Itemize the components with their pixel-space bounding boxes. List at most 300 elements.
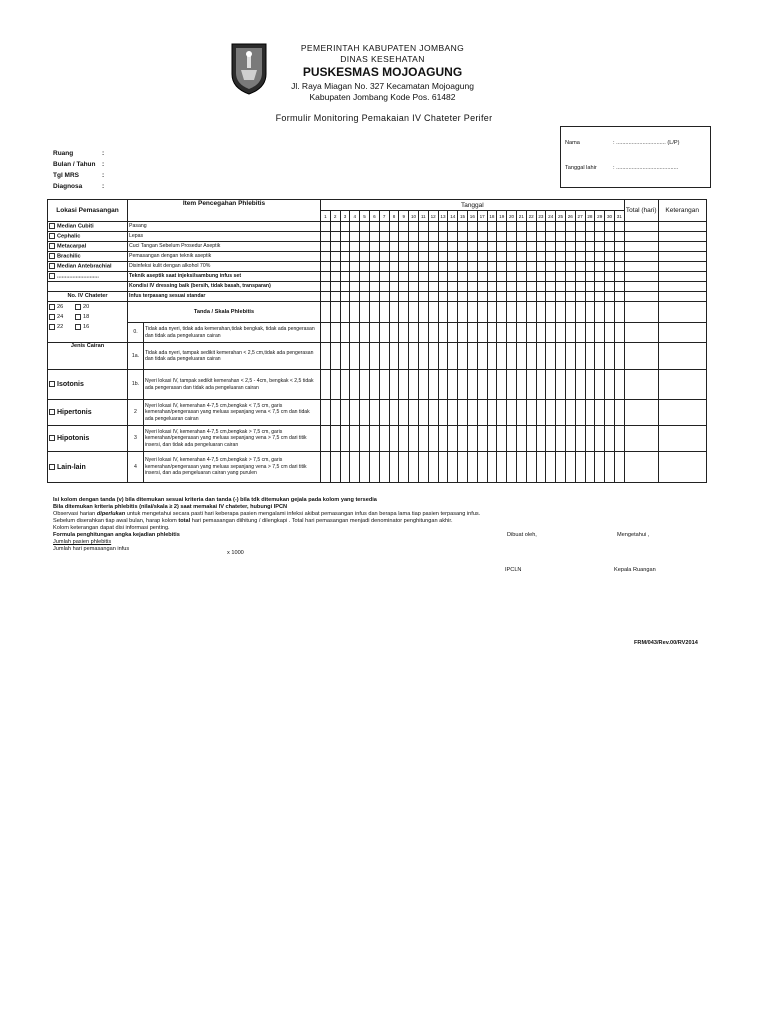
tanda-day-4-cell[interactable] xyxy=(350,302,360,323)
item-3-day-16-cell[interactable] xyxy=(467,242,477,252)
scale-5-day-3-cell[interactable] xyxy=(340,426,350,452)
scale-2-day-27-cell[interactable] xyxy=(575,343,585,370)
scale-2-day-12-cell[interactable] xyxy=(428,343,438,370)
item-7-day-20-cell[interactable] xyxy=(507,282,517,292)
item-1-day-3-cell[interactable] xyxy=(340,222,350,232)
scale-1-day-8-cell[interactable] xyxy=(389,323,399,343)
item-4-day-12-cell[interactable] xyxy=(428,252,438,262)
fluid-4[interactable] xyxy=(48,452,128,483)
item-3-day-4-cell[interactable] xyxy=(350,242,360,252)
tanda-day-22-cell[interactable] xyxy=(526,302,536,323)
scale-5-day-10-cell[interactable] xyxy=(409,426,419,452)
location-2[interactable] xyxy=(48,232,128,242)
scale-1-day-1-cell[interactable] xyxy=(321,323,331,343)
scale-6-day-25-cell[interactable] xyxy=(556,452,566,483)
item-6-day-19-cell[interactable] xyxy=(497,272,507,282)
item-2-day-9-cell[interactable] xyxy=(399,232,409,242)
item-6-day-16-cell[interactable] xyxy=(467,272,477,282)
item-2-day-26-cell[interactable] xyxy=(565,232,575,242)
item-1-day-27-cell[interactable] xyxy=(575,222,585,232)
item-3-total-cell[interactable] xyxy=(624,242,658,252)
item-8-day-26-cell[interactable] xyxy=(565,292,575,302)
item-3-day-5-cell[interactable] xyxy=(360,242,370,252)
item-3-day-17-cell[interactable] xyxy=(477,242,487,252)
scale-4-day-7-cell[interactable] xyxy=(379,400,389,426)
item-5-keterangan-cell[interactable] xyxy=(658,262,706,272)
item-6-day-25-cell[interactable] xyxy=(556,272,566,282)
item-5-day-5-cell[interactable] xyxy=(360,262,370,272)
scale-5-day-24-cell[interactable] xyxy=(546,426,556,452)
item-3-keterangan-cell[interactable] xyxy=(658,242,706,252)
item-3-day-14-cell[interactable] xyxy=(448,242,458,252)
item-2-day-4-cell[interactable] xyxy=(350,232,360,242)
checkbox-icon[interactable] xyxy=(49,273,55,279)
item-4-day-2-cell[interactable] xyxy=(330,252,340,262)
scale-3-day-19-cell[interactable] xyxy=(497,370,507,400)
item-2-day-16-cell[interactable] xyxy=(467,232,477,242)
item-6-day-13-cell[interactable] xyxy=(438,272,448,282)
scale-4-day-21-cell[interactable] xyxy=(516,400,526,426)
item-3-day-21-cell[interactable] xyxy=(516,242,526,252)
tanda-day-17-cell[interactable] xyxy=(477,302,487,323)
tanda-day-18-cell[interactable] xyxy=(487,302,497,323)
item-8-day-27-cell[interactable] xyxy=(575,292,585,302)
scale-2-day-10-cell[interactable] xyxy=(409,343,419,370)
item-8-day-20-cell[interactable] xyxy=(507,292,517,302)
item-5-day-27-cell[interactable] xyxy=(575,262,585,272)
item-1-day-17-cell[interactable] xyxy=(477,222,487,232)
item-5-day-25-cell[interactable] xyxy=(556,262,566,272)
item-7-day-30-cell[interactable] xyxy=(605,282,615,292)
scale-2-day-8-cell[interactable] xyxy=(389,343,399,370)
tanda-day-26-cell[interactable] xyxy=(565,302,575,323)
item-2-day-8-cell[interactable] xyxy=(389,232,399,242)
item-3-day-7-cell[interactable] xyxy=(379,242,389,252)
scale-3-day-3-cell[interactable] xyxy=(340,370,350,400)
item-7-day-1-cell[interactable] xyxy=(321,282,331,292)
item-5-day-2-cell[interactable] xyxy=(330,262,340,272)
item-3-day-19-cell[interactable] xyxy=(497,242,507,252)
item-6-day-1-cell[interactable] xyxy=(321,272,331,282)
item-8-total-cell[interactable] xyxy=(624,292,658,302)
scale-3-keterangan-cell[interactable] xyxy=(658,370,706,400)
scale-1-day-3-cell[interactable] xyxy=(340,323,350,343)
scale-1-day-5-cell[interactable] xyxy=(360,323,370,343)
scale-6-day-28-cell[interactable] xyxy=(585,452,595,483)
scale-6-day-26-cell[interactable] xyxy=(565,452,575,483)
checkbox-icon[interactable] xyxy=(49,253,55,259)
scale-2-day-5-cell[interactable] xyxy=(360,343,370,370)
item-7-day-2-cell[interactable] xyxy=(330,282,340,292)
item-4-day-28-cell[interactable] xyxy=(585,252,595,262)
item-1-day-14-cell[interactable] xyxy=(448,222,458,232)
item-7-day-25-cell[interactable] xyxy=(556,282,566,292)
scale-1-day-23-cell[interactable] xyxy=(536,323,546,343)
item-8-day-3-cell[interactable] xyxy=(340,292,350,302)
item-1-day-5-cell[interactable] xyxy=(360,222,370,232)
scale-5-day-30-cell[interactable] xyxy=(605,426,615,452)
checkbox-icon[interactable] xyxy=(49,243,55,249)
scale-6-day-13-cell[interactable] xyxy=(438,452,448,483)
item-8-day-4-cell[interactable] xyxy=(350,292,360,302)
item-6-day-17-cell[interactable] xyxy=(477,272,487,282)
item-2-day-3-cell[interactable] xyxy=(340,232,350,242)
item-1-day-20-cell[interactable] xyxy=(507,222,517,232)
tanda-day-11-cell[interactable] xyxy=(418,302,428,323)
scale-4-day-15-cell[interactable] xyxy=(458,400,468,426)
scale-6-day-29-cell[interactable] xyxy=(595,452,605,483)
tanda-day-12-cell[interactable] xyxy=(428,302,438,323)
item-6-day-28-cell[interactable] xyxy=(585,272,595,282)
item-4-day-1-cell[interactable] xyxy=(321,252,331,262)
scale-5-day-22-cell[interactable] xyxy=(526,426,536,452)
scale-6-day-6-cell[interactable] xyxy=(369,452,379,483)
scale-4-keterangan-cell[interactable] xyxy=(658,400,706,426)
scale-5-day-26-cell[interactable] xyxy=(565,426,575,452)
item-2-day-18-cell[interactable] xyxy=(487,232,497,242)
item-1-day-11-cell[interactable] xyxy=(418,222,428,232)
scale-5-day-7-cell[interactable] xyxy=(379,426,389,452)
item-4-day-23-cell[interactable] xyxy=(536,252,546,262)
scale-4-day-8-cell[interactable] xyxy=(389,400,399,426)
item-2-day-12-cell[interactable] xyxy=(428,232,438,242)
item-3-day-9-cell[interactable] xyxy=(399,242,409,252)
tanda-day-1-cell[interactable] xyxy=(321,302,331,323)
item-4-day-20-cell[interactable] xyxy=(507,252,517,262)
scale-5-day-14-cell[interactable] xyxy=(448,426,458,452)
item-3-day-27-cell[interactable] xyxy=(575,242,585,252)
item-2-day-10-cell[interactable] xyxy=(409,232,419,242)
location-1[interactable] xyxy=(48,222,128,232)
location-5[interactable] xyxy=(48,262,128,272)
scale-4-day-16-cell[interactable] xyxy=(467,400,477,426)
item-7-day-14-cell[interactable] xyxy=(448,282,458,292)
item-8-day-19-cell[interactable] xyxy=(497,292,507,302)
scale-4-day-17-cell[interactable] xyxy=(477,400,487,426)
scale-4-day-20-cell[interactable] xyxy=(507,400,517,426)
tanda-day-24-cell[interactable] xyxy=(546,302,556,323)
item-1-day-31-cell[interactable] xyxy=(614,222,624,232)
item-1-day-19-cell[interactable] xyxy=(497,222,507,232)
scale-5-day-9-cell[interactable] xyxy=(399,426,409,452)
scale-3-day-31-cell[interactable] xyxy=(614,370,624,400)
item-2-day-7-cell[interactable] xyxy=(379,232,389,242)
item-5-day-8-cell[interactable] xyxy=(389,262,399,272)
scale-6-day-30-cell[interactable] xyxy=(605,452,615,483)
scale-3-day-8-cell[interactable] xyxy=(389,370,399,400)
scale-2-day-16-cell[interactable] xyxy=(467,343,477,370)
fluid-3[interactable] xyxy=(48,426,128,452)
tanda-day-6-cell[interactable] xyxy=(369,302,379,323)
scale-4-day-3-cell[interactable] xyxy=(340,400,350,426)
item-5-day-29-cell[interactable] xyxy=(595,262,605,272)
item-7-day-19-cell[interactable] xyxy=(497,282,507,292)
item-4-day-4-cell[interactable] xyxy=(350,252,360,262)
item-5-day-17-cell[interactable] xyxy=(477,262,487,272)
item-4-day-17-cell[interactable] xyxy=(477,252,487,262)
scale-1-day-21-cell[interactable] xyxy=(516,323,526,343)
item-1-day-8-cell[interactable] xyxy=(389,222,399,232)
item-4-day-27-cell[interactable] xyxy=(575,252,585,262)
scale-4-day-27-cell[interactable] xyxy=(575,400,585,426)
scale-6-day-1-cell[interactable] xyxy=(321,452,331,483)
item-3-day-2-cell[interactable] xyxy=(330,242,340,252)
item-5-day-6-cell[interactable] xyxy=(369,262,379,272)
checkbox-icon[interactable] xyxy=(49,314,55,320)
fluid-1[interactable] xyxy=(48,370,128,400)
scale-2-day-23-cell[interactable] xyxy=(536,343,546,370)
scale-1-day-19-cell[interactable] xyxy=(497,323,507,343)
item-1-day-15-cell[interactable] xyxy=(458,222,468,232)
scale-1-day-10-cell[interactable] xyxy=(409,323,419,343)
item-6-day-9-cell[interactable] xyxy=(399,272,409,282)
item-5-day-4-cell[interactable] xyxy=(350,262,360,272)
scale-1-day-13-cell[interactable] xyxy=(438,323,448,343)
item-3-day-6-cell[interactable] xyxy=(369,242,379,252)
tanda-day-7-cell[interactable] xyxy=(379,302,389,323)
scale-5-day-13-cell[interactable] xyxy=(438,426,448,452)
item-8-day-18-cell[interactable] xyxy=(487,292,497,302)
tanda-day-28-cell[interactable] xyxy=(585,302,595,323)
item-7-day-6-cell[interactable] xyxy=(369,282,379,292)
scale-1-day-4-cell[interactable] xyxy=(350,323,360,343)
item-8-day-1-cell[interactable] xyxy=(321,292,331,302)
item-8-day-22-cell[interactable] xyxy=(526,292,536,302)
item-7-day-23-cell[interactable] xyxy=(536,282,546,292)
scale-6-day-7-cell[interactable] xyxy=(379,452,389,483)
scale-1-day-12-cell[interactable] xyxy=(428,323,438,343)
scale-4-day-4-cell[interactable] xyxy=(350,400,360,426)
item-3-day-31-cell[interactable] xyxy=(614,242,624,252)
checkbox-icon[interactable] xyxy=(49,233,55,239)
item-6-day-12-cell[interactable] xyxy=(428,272,438,282)
item-5-day-11-cell[interactable] xyxy=(418,262,428,272)
item-3-day-1-cell[interactable] xyxy=(321,242,331,252)
item-1-day-10-cell[interactable] xyxy=(409,222,419,232)
item-7-day-18-cell[interactable] xyxy=(487,282,497,292)
scale-3-day-20-cell[interactable] xyxy=(507,370,517,400)
item-8-day-24-cell[interactable] xyxy=(546,292,556,302)
item-1-day-29-cell[interactable] xyxy=(595,222,605,232)
item-4-day-10-cell[interactable] xyxy=(409,252,419,262)
scale-6-day-18-cell[interactable] xyxy=(487,452,497,483)
scale-2-day-19-cell[interactable] xyxy=(497,343,507,370)
item-6-keterangan-cell[interactable] xyxy=(658,272,706,282)
item-3-day-11-cell[interactable] xyxy=(418,242,428,252)
item-1-keterangan-cell[interactable] xyxy=(658,222,706,232)
item-5-day-22-cell[interactable] xyxy=(526,262,536,272)
scale-2-day-29-cell[interactable] xyxy=(595,343,605,370)
item-8-day-23-cell[interactable] xyxy=(536,292,546,302)
scale-3-day-11-cell[interactable] xyxy=(418,370,428,400)
item-7-day-28-cell[interactable] xyxy=(585,282,595,292)
scale-5-day-19-cell[interactable] xyxy=(497,426,507,452)
scale-3-day-4-cell[interactable] xyxy=(350,370,360,400)
item-5-day-9-cell[interactable] xyxy=(399,262,409,272)
scale-1-day-29-cell[interactable] xyxy=(595,323,605,343)
scale-5-day-15-cell[interactable] xyxy=(458,426,468,452)
item-5-day-3-cell[interactable] xyxy=(340,262,350,272)
tanda-day-23-cell[interactable] xyxy=(536,302,546,323)
scale-2-day-13-cell[interactable] xyxy=(438,343,448,370)
item-3-day-25-cell[interactable] xyxy=(556,242,566,252)
item-1-day-18-cell[interactable] xyxy=(487,222,497,232)
scale-4-day-6-cell[interactable] xyxy=(369,400,379,426)
item-8-day-30-cell[interactable] xyxy=(605,292,615,302)
item-5-day-21-cell[interactable] xyxy=(516,262,526,272)
scale-6-day-22-cell[interactable] xyxy=(526,452,536,483)
item-1-day-30-cell[interactable] xyxy=(605,222,615,232)
item-5-day-16-cell[interactable] xyxy=(467,262,477,272)
scale-1-day-7-cell[interactable] xyxy=(379,323,389,343)
item-2-day-5-cell[interactable] xyxy=(360,232,370,242)
scale-4-day-11-cell[interactable] xyxy=(418,400,428,426)
scale-4-day-23-cell[interactable] xyxy=(536,400,546,426)
scale-6-day-23-cell[interactable] xyxy=(536,452,546,483)
item-3-day-20-cell[interactable] xyxy=(507,242,517,252)
scale-2-day-15-cell[interactable] xyxy=(458,343,468,370)
scale-2-day-1-cell[interactable] xyxy=(321,343,331,370)
scale-5-day-8-cell[interactable] xyxy=(389,426,399,452)
item-6-day-14-cell[interactable] xyxy=(448,272,458,282)
item-4-day-22-cell[interactable] xyxy=(526,252,536,262)
scale-5-day-31-cell[interactable] xyxy=(614,426,624,452)
scale-3-day-5-cell[interactable] xyxy=(360,370,370,400)
item-7-day-8-cell[interactable] xyxy=(389,282,399,292)
scale-1-day-16-cell[interactable] xyxy=(467,323,477,343)
item-1-day-12-cell[interactable] xyxy=(428,222,438,232)
scale-2-day-14-cell[interactable] xyxy=(448,343,458,370)
item-2-day-24-cell[interactable] xyxy=(546,232,556,242)
tanda-day-10-cell[interactable] xyxy=(409,302,419,323)
tanda-day-25-cell[interactable] xyxy=(556,302,566,323)
tanda-day-19-cell[interactable] xyxy=(497,302,507,323)
item-6-day-23-cell[interactable] xyxy=(536,272,546,282)
item-6-day-8-cell[interactable] xyxy=(389,272,399,282)
scale-6-day-9-cell[interactable] xyxy=(399,452,409,483)
item-8-day-29-cell[interactable] xyxy=(595,292,605,302)
scale-1-day-22-cell[interactable] xyxy=(526,323,536,343)
item-8-day-15-cell[interactable] xyxy=(458,292,468,302)
item-5-day-30-cell[interactable] xyxy=(605,262,615,272)
item-7-day-31-cell[interactable] xyxy=(614,282,624,292)
location-4[interactable] xyxy=(48,252,128,262)
item-3-day-3-cell[interactable] xyxy=(340,242,350,252)
item-4-day-18-cell[interactable] xyxy=(487,252,497,262)
item-8-day-14-cell[interactable] xyxy=(448,292,458,302)
item-1-day-24-cell[interactable] xyxy=(546,222,556,232)
tanda-day-31-cell[interactable] xyxy=(614,302,624,323)
item-4-day-3-cell[interactable] xyxy=(340,252,350,262)
item-6-day-22-cell[interactable] xyxy=(526,272,536,282)
item-4-day-14-cell[interactable] xyxy=(448,252,458,262)
item-1-day-4-cell[interactable] xyxy=(350,222,360,232)
scale-2-day-24-cell[interactable] xyxy=(546,343,556,370)
scale-5-day-11-cell[interactable] xyxy=(418,426,428,452)
tanda-day-29-cell[interactable] xyxy=(595,302,605,323)
scale-4-day-14-cell[interactable] xyxy=(448,400,458,426)
item-8-day-9-cell[interactable] xyxy=(399,292,409,302)
item-3-day-12-cell[interactable] xyxy=(428,242,438,252)
scale-1-day-31-cell[interactable] xyxy=(614,323,624,343)
item-2-day-30-cell[interactable] xyxy=(605,232,615,242)
item-5-day-14-cell[interactable] xyxy=(448,262,458,272)
item-4-day-29-cell[interactable] xyxy=(595,252,605,262)
item-1-day-2-cell[interactable] xyxy=(330,222,340,232)
item-4-total-cell[interactable] xyxy=(624,252,658,262)
scale-3-day-23-cell[interactable] xyxy=(536,370,546,400)
item-4-day-5-cell[interactable] xyxy=(360,252,370,262)
scale-2-day-25-cell[interactable] xyxy=(556,343,566,370)
scale-6-day-12-cell[interactable] xyxy=(428,452,438,483)
item-6-day-18-cell[interactable] xyxy=(487,272,497,282)
scale-1-day-20-cell[interactable] xyxy=(507,323,517,343)
item-4-day-8-cell[interactable] xyxy=(389,252,399,262)
scale-4-day-24-cell[interactable] xyxy=(546,400,556,426)
scale-6-day-17-cell[interactable] xyxy=(477,452,487,483)
item-2-day-23-cell[interactable] xyxy=(536,232,546,242)
item-3-day-13-cell[interactable] xyxy=(438,242,448,252)
scale-3-day-30-cell[interactable] xyxy=(605,370,615,400)
scale-4-day-12-cell[interactable] xyxy=(428,400,438,426)
item-6-day-24-cell[interactable] xyxy=(546,272,556,282)
item-3-day-28-cell[interactable] xyxy=(585,242,595,252)
scale-4-day-31-cell[interactable] xyxy=(614,400,624,426)
scale-2-day-22-cell[interactable] xyxy=(526,343,536,370)
item-1-day-25-cell[interactable] xyxy=(556,222,566,232)
item-7-day-27-cell[interactable] xyxy=(575,282,585,292)
scale-4-day-2-cell[interactable] xyxy=(330,400,340,426)
scale-6-day-11-cell[interactable] xyxy=(418,452,428,483)
scale-4-day-28-cell[interactable] xyxy=(585,400,595,426)
scale-6-day-31-cell[interactable] xyxy=(614,452,624,483)
scale-3-day-14-cell[interactable] xyxy=(448,370,458,400)
scale-1-day-11-cell[interactable] xyxy=(418,323,428,343)
scale-3-day-22-cell[interactable] xyxy=(526,370,536,400)
item-6-day-10-cell[interactable] xyxy=(409,272,419,282)
scale-1-total-cell[interactable] xyxy=(624,323,658,343)
scale-5-day-2-cell[interactable] xyxy=(330,426,340,452)
item-3-day-18-cell[interactable] xyxy=(487,242,497,252)
item-7-day-12-cell[interactable] xyxy=(428,282,438,292)
scale-3-day-16-cell[interactable] xyxy=(467,370,477,400)
item-8-keterangan-cell[interactable] xyxy=(658,292,706,302)
scale-6-day-2-cell[interactable] xyxy=(330,452,340,483)
scale-3-day-29-cell[interactable] xyxy=(595,370,605,400)
checkbox-icon[interactable] xyxy=(49,324,55,330)
scale-4-day-30-cell[interactable] xyxy=(605,400,615,426)
item-7-day-24-cell[interactable] xyxy=(546,282,556,292)
item-5-day-23-cell[interactable] xyxy=(536,262,546,272)
item-7-day-15-cell[interactable] xyxy=(458,282,468,292)
item-5-day-28-cell[interactable] xyxy=(585,262,595,272)
item-8-day-8-cell[interactable] xyxy=(389,292,399,302)
scale-1-day-25-cell[interactable] xyxy=(556,323,566,343)
scale-2-day-21-cell[interactable] xyxy=(516,343,526,370)
item-4-day-31-cell[interactable] xyxy=(614,252,624,262)
scale-4-day-29-cell[interactable] xyxy=(595,400,605,426)
item-4-day-21-cell[interactable] xyxy=(516,252,526,262)
scale-3-day-21-cell[interactable] xyxy=(516,370,526,400)
scale-6-day-5-cell[interactable] xyxy=(360,452,370,483)
item-6-day-20-cell[interactable] xyxy=(507,272,517,282)
scale-1-day-9-cell[interactable] xyxy=(399,323,409,343)
item-2-day-21-cell[interactable] xyxy=(516,232,526,242)
scale-5-day-21-cell[interactable] xyxy=(516,426,526,452)
tanda-day-30-cell[interactable] xyxy=(605,302,615,323)
item-2-day-11-cell[interactable] xyxy=(418,232,428,242)
scale-2-day-26-cell[interactable] xyxy=(565,343,575,370)
